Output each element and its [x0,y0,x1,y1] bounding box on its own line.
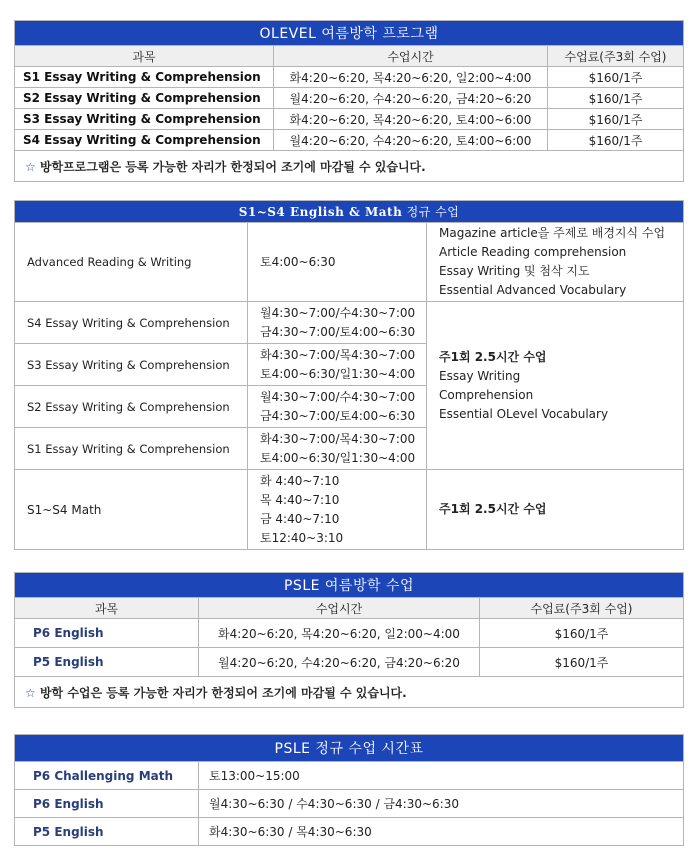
time-cell: 월4:20~6:20, 수4:20~6:20, 토4:00~6:00 [274,130,548,151]
description-cell [427,302,684,470]
subject-cell: S1 Essay Writing & Comprehension [15,67,274,88]
time-line: 금 4:40~7:10 [260,511,340,526]
table-row [15,130,684,151]
star-icon: ☆ [25,685,36,700]
time-cell [248,386,427,428]
subject-cell: S1~S4 Math [15,470,248,550]
subject-cell: S2 Essay Writing & Comprehension [15,386,248,428]
subject-cell: Advanced Reading & Writing [15,223,248,302]
table-row [15,619,684,648]
table-row [15,790,684,818]
time-cell [248,344,427,386]
subject-cell: S1 Essay Writing & Comprehension [15,428,248,470]
table-title: PSLE 여름방학 수업 [15,573,684,598]
star-icon: ☆ [25,159,36,174]
fee-cell: $160/1주 [480,619,684,648]
notice-text: 방학 수업은 등록 가능한 자리가 한정되어 조기에 마감될 수 있습니다. [39,685,407,700]
subject-cell: P6 English [15,790,199,818]
subject-cell: P5 English [15,818,199,846]
fee-cell: $160/1주 [480,648,684,677]
fee-cell: $160/1주 [548,88,684,109]
time-line: 금4:30~7:00/토4:00~6:30 [260,408,416,423]
time-line: 화4:30~7:00/목4:30~7:00 [260,431,416,446]
fee-cell: $160/1주 [548,109,684,130]
subject-cell: P6 English [15,619,199,648]
header-subject: 과목 [15,46,274,67]
table-title: OLEVEL 여름방학 프로그램 [15,21,684,46]
description-cell: 주1회 2.5시간 수업 [427,470,684,550]
time-cell [248,302,427,344]
header-subject: 과목 [15,598,199,619]
time-cell: 월4:30~6:30 / 수4:30~6:30 / 금4:30~6:30 [199,790,684,818]
description-line: Essay Writing [439,368,521,383]
time-cell: 월4:20~6:20, 수4:20~6:20, 금4:20~6:20 [199,648,480,677]
time-line: 화4:30~7:00/목4:30~7:00 [260,347,416,362]
table-row [15,302,684,344]
time-cell [248,470,427,550]
header-fee: 수업료(주3회 수업) [480,598,684,619]
table-row [15,109,684,130]
time-line: 월4:30~7:00/수4:30~7:00 [260,305,416,320]
subject-cell: S4 Essay Writing & Comprehension [15,302,248,344]
psle-summer-table [14,572,684,708]
time-cell: 토13:00~15:00 [199,762,684,790]
table-title: PSLE 정규 수업 시간표 [15,735,684,762]
time-cell [248,428,427,470]
header-fee: 수업료(주3회 수업) [548,46,684,67]
time-line: 토12:40~3:10 [260,530,344,545]
header-time: 수업시간 [274,46,548,67]
table-row [15,223,684,302]
description-line: Essential Advanced Vocabulary [439,283,627,297]
time-line: 금4:30~7:00/토4:00~6:30 [260,324,416,339]
table-row [15,88,684,109]
table-row [15,67,684,88]
subject-cell: S2 Essay Writing & Comprehension [15,88,274,109]
subject-cell: S3 Essay Writing & Comprehension [15,109,274,130]
olevel-summer-table [14,20,684,182]
description-line: Article Reading comprehension [439,245,627,259]
header-time: 수업시간 [199,598,480,619]
regular-class-table [14,200,684,550]
table-row [15,470,684,550]
notice-text: 방학프로그램은 등록 가능한 자리가 한정되어 조기에 마감될 수 있습니다. [39,159,426,174]
subject-cell: S4 Essay Writing & Comprehension [15,130,274,151]
fee-cell: $160/1주 [548,130,684,151]
subject-cell: P6 Challenging Math [15,762,199,790]
time-cell: 화4:20~6:20, 목4:20~6:20, 일2:00~4:00 [274,67,548,88]
table-row [15,762,684,790]
time-line: 토4:00~6:30/일1:30~4:00 [260,366,416,381]
description-line: Magazine article을 주제로 배경지식 수업 [439,226,666,240]
title-korean: 정규 수업 [402,205,460,219]
fee-cell: $160/1주 [548,67,684,88]
table-title [15,201,684,223]
subject-cell: S3 Essay Writing & Comprehension [15,344,248,386]
description-line: Essay Writing 및 첨삭 지도 [439,264,590,278]
psle-regular-table [14,734,684,846]
time-cell: 토4:00~6:30 [248,223,427,302]
time-line: 목 4:40~7:10 [260,492,340,507]
notice [15,151,684,182]
description-cell [427,223,684,302]
description-line: Comprehension [439,387,534,402]
notice [15,677,684,708]
time-line: 월4:30~7:00/수4:30~7:00 [260,389,416,404]
time-cell: 월4:20~6:20, 수4:20~6:20, 금4:20~6:20 [274,88,548,109]
description-line: Essential OLevel Vocabulary [439,406,609,421]
time-line: 화 4:40~7:10 [260,473,340,488]
time-cell: 화4:20~6:20, 목4:20~6:20, 일2:00~4:00 [199,619,480,648]
description-bold: 주1회 2.5시간 수업 [439,349,547,364]
time-cell: 화4:20~6:20, 목4:20~6:20, 토4:00~6:00 [274,109,548,130]
time-line: 토4:00~6:30/일1:30~4:00 [260,450,416,465]
time-cell: 화4:30~6:30 / 목4:30~6:30 [199,818,684,846]
title-english: S1~S4 English & Math [238,205,403,219]
table-row [15,648,684,677]
table-row [15,818,684,846]
subject-cell: P5 English [15,648,199,677]
